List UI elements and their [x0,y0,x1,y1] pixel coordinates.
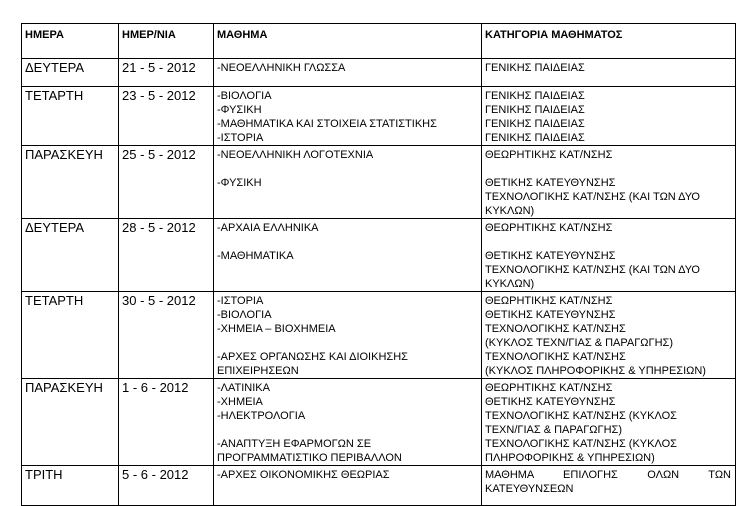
subject-line: -ΝΕΟΕΛΛΗΝΙΚΗ ΛΟΓΟΤΕΧΝΙΑ [217,149,374,161]
category-line: (ΚΥΚΛΟΣ ΠΛΗΡΟΦΟΡΙΚΗΣ & ΥΠΗΡΕΣΙΩΝ) [485,365,706,377]
day-cell: ΔΕΥΤΕΡΑ [22,59,119,87]
subject-line: -ΙΣΤΟΡΙΑ [217,132,264,144]
category-cell [482,379,736,466]
category-line: ΘΕΩΡΗΤΙΚΗΣ ΚΑΤ/ΝΣΗΣ [485,295,613,307]
subject-line: -ΦΥΣΙΚΗ [217,104,262,116]
table-row [22,292,736,379]
category-line: ΜΑΘΗΜΑ ΕΠΙΛΟΓΗΣ ΟΛΩΝ ΤΩΝ [485,469,731,481]
category-line: ΚΥΚΛΩΝ) [485,205,535,217]
subject-line: -ΝΕΟΕΛΛΗΝΙΚΗ ΓΛΩΣΣΑ [217,62,346,74]
category-cell [482,292,736,379]
category-line: ΚΥΚΛΩΝ) [485,278,535,290]
category-line: ΤΕΧΝΟΛΟΓΙΚΗΣ ΚΑΤ/ΝΣΗΣ [485,323,626,335]
category-line: ΤΕΧΝΟΛΟΓΙΚΗΣ ΚΑΤ/ΝΣΗΣ (ΚΑΙ ΤΩΝ ΔΥΟ [485,264,700,276]
day-cell: ΤΕΤΑΡΤΗ [22,87,119,146]
day-cell: ΠΑΡΑΣΚΕΥΗ [22,146,119,219]
subject-line: -ΒΙΟΛΟΓΙΑ [217,309,272,321]
category-cell [482,219,736,292]
subject-line: -ΜΑΘΗΜΑΤΙΚΑ [217,250,294,262]
table-row [22,219,736,292]
category-cell [482,87,736,146]
category-line: (ΚΥΚΛΟΣ ΤΕΧΝ/ΓΙΑΣ & ΠΑΡΑΓΩΓΗΣ) [485,337,673,349]
subject-line: -ΧΗΜΕΙΑ [217,396,263,408]
subject-line: -ΛΑΤΙΝΙΚΑ [217,382,270,394]
day-cell: ΠΑΡΑΣΚΕΥΗ [22,379,119,466]
subject-line: ΠΡΟΓΡΑΜΜΑΤΙΣΤΙΚΟ ΠΕΡΙΒΑΛΛΟΝ [217,452,402,464]
category-line: ΤΕΧΝΟΛΟΓΙΚΗΣ ΚΑΤ/ΝΣΗΣ [485,351,626,363]
subject-line: -ΗΛΕΚΤΡΟΛΟΓΙΑ [217,410,306,422]
category-line: ΓΕΝΙΚΗΣ ΠΑΙΔΕΙΑΣ [485,90,585,102]
category-line: ΤΕΧΝ/ΓΙΑΣ & ΠΑΡΑΓΩΓΗΣ) [485,424,622,436]
category-line: ΘΕΤΙΚΗΣ ΚΑΤΕΥΘΥΝΣΗΣ [485,396,616,408]
category-line: ΓΕΝΙΚΗΣ ΠΑΙΔΕΙΑΣ [485,104,585,116]
table-row [22,466,736,506]
subject-line: ΕΠΙΧΕΙΡΗΣΕΩΝ [217,365,299,377]
line-gap [217,423,481,437]
line-gap [217,235,481,249]
category-line: ΚΑΤΕΥΘΥΝΣΕΩΝ [485,483,574,495]
day-cell: ΤΕΤΑΡΤΗ [22,292,119,379]
date-cell: 21 - 5 - 2012 [119,59,214,87]
table-row [22,59,736,87]
header-row [22,24,736,59]
table-row [22,87,736,146]
category-line: ΘΕΤΙΚΗΣ ΚΑΤΕΥΘΥΝΣΗΣ [485,250,616,262]
category-line: ΓΕΝΙΚΗΣ ΠΑΙΔΕΙΑΣ [485,118,585,130]
subject-cell [214,379,482,466]
category-line: ΤΕΧΝΟΛΟΓΙΚΗΣ ΚΑΤ/ΝΣΗΣ (ΚΥΚΛΟΣ [485,438,677,450]
subject-line: -ΑΡΧΑΙΑ ΕΛΛΗΝΙΚΑ [217,222,319,234]
subject-line: -ΒΙΟΛΟΓΙΑ [217,90,272,102]
subject-line: -ΑΡΧΕΣ ΟΡΓΑΝΩΣΗΣ ΚΑΙ ΔΙΟΙΚΗΣΗΣ [217,351,408,363]
line-gap [217,162,481,176]
date-cell: 1 - 6 - 2012 [119,379,214,466]
subject-cell [214,59,482,87]
day-cell: ΔΕΥΤΕΡΑ [22,219,119,292]
date-cell: 25 - 5 - 2012 [119,146,214,219]
date-cell: 5 - 6 - 2012 [119,466,214,506]
category-line: ΘΕΩΡΗΤΙΚΗΣ ΚΑΤ/ΝΣΗΣ [485,149,613,161]
line-gap [485,162,735,176]
category-line: ΓΕΝΙΚΗΣ ΠΑΙΔΕΙΑΣ [485,62,585,74]
subject-cell [214,466,482,506]
line-gap [217,336,481,350]
category-line: ΘΕΤΙΚΗΣ ΚΑΤΕΥΘΥΝΣΗΣ [485,177,616,189]
header-date: ΗΜΕΡ/ΝΙΑ [119,24,214,59]
exam-schedule-table [21,23,736,506]
date-cell: 23 - 5 - 2012 [119,87,214,146]
category-cell [482,466,736,506]
subject-line: -ΑΝΑΠΤΥΞΗ ΕΦΑΡΜΟΓΩΝ ΣΕ [217,438,372,450]
category-line: ΠΛΗΡΟΦΟΡΙΚΗΣ & ΥΠΗΡΕΣΙΩΝ) [485,452,655,464]
date-cell: 28 - 5 - 2012 [119,219,214,292]
date-cell: 30 - 5 - 2012 [119,292,214,379]
category-line: ΘΕΩΡΗΤΙΚΗΣ ΚΑΤ/ΝΣΗΣ [485,382,613,394]
subject-cell [214,292,482,379]
subject-line: -ΙΣΤΟΡΙΑ [217,295,264,307]
table-row [22,379,736,466]
subject-line: -ΧΗΜΕΙΑ – ΒΙΟΧΗΜΕΙΑ [217,323,336,335]
category-line: ΤΕΧΝΟΛΟΓΙΚΗΣ ΚΑΤ/ΝΣΗΣ (ΚΑΙ ΤΩΝ ΔΥΟ [485,191,700,203]
day-cell: ΤΡΙΤΗ [22,466,119,506]
header-day: ΗΜΕΡΑ [22,24,119,59]
subject-line: -ΑΡΧΕΣ ΟΙΚΟΝΟΜΙΚΗΣ ΘΕΩΡΙΑΣ [217,469,390,481]
category-cell [482,146,736,219]
category-cell [482,59,736,87]
category-line: ΘΕΩΡΗΤΙΚΗΣ ΚΑΤ/ΝΣΗΣ [485,222,613,234]
header-category: ΚΑΤΗΓΟΡΙΑ ΜΑΘΗΜΑΤΟΣ [482,24,736,59]
subject-line: -ΦΥΣΙΚΗ [217,177,262,189]
subject-line: -ΜΑΘΗΜΑΤΙΚΑ ΚΑΙ ΣΤΟΙΧΕΙΑ ΣΤΑΤΙΣΤΙΚΗΣ [217,118,437,130]
subject-cell [214,219,482,292]
subject-cell [214,87,482,146]
table-row [22,146,736,219]
subject-cell [214,146,482,219]
header-subject: ΜΑΘΗΜΑ [214,24,482,59]
category-line: ΓΕΝΙΚΗΣ ΠΑΙΔΕΙΑΣ [485,132,585,144]
category-line: ΤΕΧΝΟΛΟΓΙΚΗΣ ΚΑΤ/ΝΣΗΣ (ΚΥΚΛΟΣ [485,410,677,422]
line-gap [485,235,735,249]
category-line: ΘΕΤΙΚΗΣ ΚΑΤΕΥΘΥΝΣΗΣ [485,309,616,321]
